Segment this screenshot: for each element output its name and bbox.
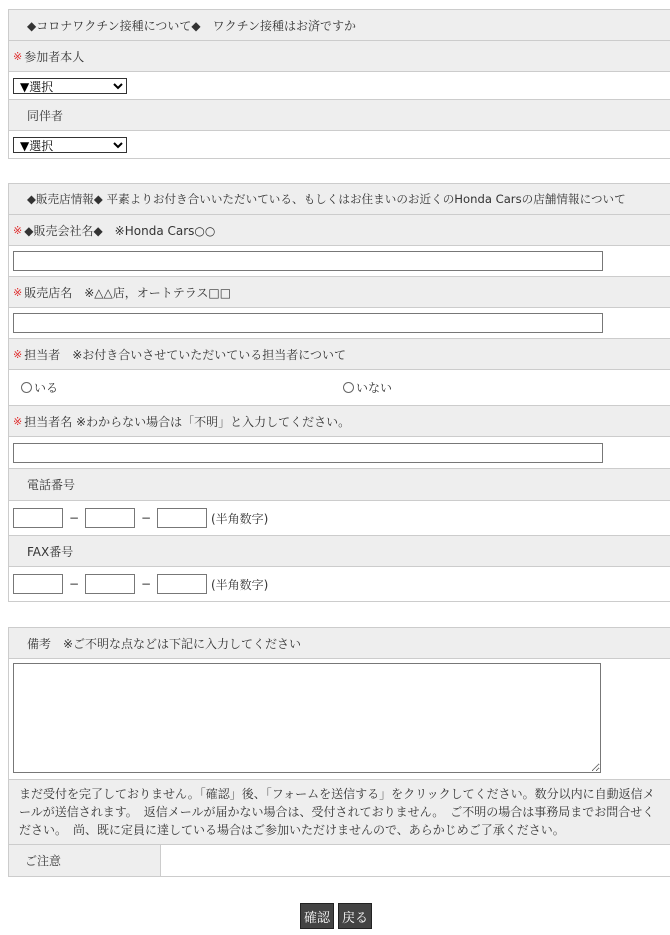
staff-no-radio[interactable] bbox=[343, 379, 392, 396]
remarks-label-row bbox=[9, 628, 670, 659]
phone-dash: − bbox=[140, 511, 152, 525]
fax-label: FAX番号 bbox=[27, 544, 74, 559]
staff-label: 担当者 ※お付き合いさせていただいている担当者について bbox=[24, 347, 347, 362]
fax-part3-input[interactable] bbox=[157, 574, 207, 594]
caution-value-cell bbox=[161, 845, 670, 876]
fax-input-row bbox=[9, 567, 670, 602]
store-name-input[interactable] bbox=[13, 313, 603, 333]
notice-row bbox=[9, 780, 670, 845]
phone-part1-input[interactable] bbox=[13, 508, 63, 528]
staff-radio-row bbox=[9, 370, 670, 406]
participant-select-row bbox=[9, 72, 670, 100]
caution-label-cell bbox=[9, 845, 161, 876]
staff-no-label: いない bbox=[356, 381, 393, 395]
remarks-label: 備考 ※ご不明な点などは下記に入力してください bbox=[27, 636, 302, 651]
staff-name-input-row bbox=[9, 437, 670, 469]
fax-part1-input[interactable] bbox=[13, 574, 63, 594]
vaccine-header: ◆コロナワクチン接種について◆ ワクチン接種はお済ですか bbox=[27, 18, 357, 33]
radio-circle-icon bbox=[343, 382, 354, 393]
store-label-row bbox=[9, 277, 670, 308]
fax-dash: − bbox=[68, 577, 80, 591]
fax-label-row bbox=[9, 536, 670, 567]
fax-halfwidth-note: (半角数字) bbox=[211, 577, 269, 592]
required-mark: ※ bbox=[13, 414, 23, 428]
required-mark: ※ bbox=[13, 285, 23, 299]
phone-label-row bbox=[9, 469, 670, 501]
companion-label: 同伴者 bbox=[27, 108, 64, 123]
remarks-textarea[interactable] bbox=[13, 663, 601, 773]
phone-halfwidth-note: (半角数字) bbox=[211, 511, 269, 526]
company-input-row bbox=[9, 246, 670, 277]
required-mark: ※ bbox=[13, 223, 23, 237]
companion-label-row bbox=[9, 100, 670, 131]
phone-part3-input[interactable] bbox=[157, 508, 207, 528]
store-label: 販売店名 ※△△店，オートテラス□□ bbox=[24, 285, 232, 300]
phone-input-row bbox=[9, 501, 670, 536]
company-label: ◆販売会社名◆ ※Honda Cars○○ bbox=[24, 223, 216, 238]
dealer-header: ◆販売店情報◆ 平素よりお付き合いいただいている、もしくはお住まいのお近くのHonda Carsの店舗情報について bbox=[27, 192, 626, 206]
vaccine-section bbox=[8, 9, 670, 159]
confirm-button[interactable]: 確認 bbox=[300, 903, 334, 929]
remarks-textarea-row bbox=[9, 659, 670, 780]
back-button[interactable]: 戻る bbox=[338, 903, 372, 929]
caution-row bbox=[9, 845, 670, 877]
staff-name-label: 担当者名 ※わからない場合は「不明」と入力してください。 bbox=[24, 414, 351, 429]
participant-label: 参加者本人 bbox=[24, 49, 85, 64]
remarks-section bbox=[8, 627, 670, 877]
dealer-section bbox=[8, 183, 670, 602]
staff-label-row bbox=[9, 339, 670, 370]
phone-dash: − bbox=[68, 511, 80, 525]
companion-select-row bbox=[9, 131, 670, 159]
staff-name-label-row bbox=[9, 406, 670, 437]
notice-text: まだ受付を完了しておりません。「確認」後、「フォームを送信する」をクリックしてください。数分以内に自動返信メールが送信されます。 返信メールが届かない場合は、受付されておりません。 ご不明の場合は事務局までお問合せください。 尚、既に定員に達している場合はご参加いただけませんので、あらかじめご了承ください。 bbox=[19, 787, 655, 837]
staff-yes-radio[interactable] bbox=[21, 379, 343, 396]
participant-select[interactable] bbox=[13, 78, 127, 94]
company-label-row bbox=[9, 215, 670, 246]
dealer-header-row bbox=[9, 184, 670, 215]
caution-label: ご注意 bbox=[25, 854, 62, 868]
radio-circle-icon bbox=[21, 382, 32, 393]
phone-label: 電話番号 bbox=[27, 478, 76, 492]
required-mark: ※ bbox=[13, 49, 23, 63]
fax-part2-input[interactable] bbox=[85, 574, 135, 594]
store-input-row bbox=[9, 308, 670, 339]
required-mark: ※ bbox=[13, 347, 23, 361]
fax-dash: − bbox=[140, 577, 152, 591]
participant-label-row bbox=[9, 41, 670, 72]
companion-select[interactable] bbox=[13, 137, 127, 153]
staff-name-input[interactable] bbox=[13, 443, 603, 463]
vaccine-header-row bbox=[9, 10, 670, 41]
phone-part2-input[interactable] bbox=[85, 508, 135, 528]
staff-yes-label: いる bbox=[34, 381, 59, 395]
company-name-input[interactable] bbox=[13, 251, 603, 271]
